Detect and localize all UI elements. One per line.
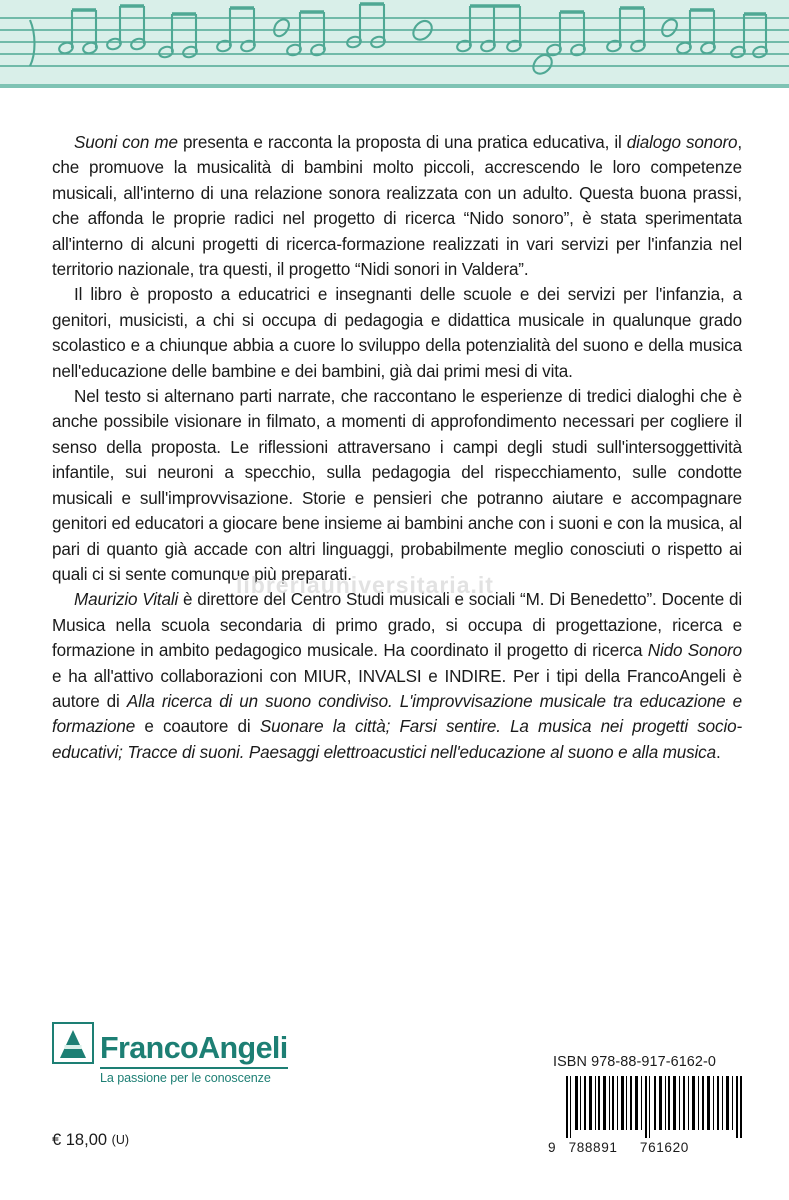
publisher-tagline: La passione per le conoscenze [100,1071,271,1085]
blurb-paragraph-1: Suoni con me presenta e racconta la proposta di una pratica educativa, il dialogo sonoro, che promuove la musicalità di bambini molto piccoli, accrescendo le loro competenze musicali, all'interno di una relazione sonora realizzata con un adulto. Questa buona prassi, che affonda le proprie radici nel progetto di ricerca “Nido sonoro”, è stata sperimentata all'interno di alcuni progetti di ricerca-formazione realizzati in vari servizi per l'infanzia nel territorio nazionale, tra questi, il progetto “Nidi sonori in Valdera”. [52,133,742,280]
author-bio: Maurizio Vitali è direttore del Centro Studi musicali e sociali “M. Di Benedetto”. Docente di Musica nella scuola secondaria di primo grado, si occupa di progettazione, ricerca e formazione in ambito pedagogico musicale. Ha coordinato il progetto di ricerca Nido Sonoro e ha all'attivo collaborazioni con MIUR, INVALSI e INDIRE. Per i tipi della FrancoAngeli è autore di Alla ricerca di un suono condiviso. L'improvvisazione musicale tra educazione e formazione e coautore di Suonare la città; Farsi sentire. La musica nei progetti socio-educativi; Tracce di suoni. Paesaggi elettroacustici nell'educazione al suono e alla musica. [52,590,742,762]
musical-staff-decoration [0,0,789,88]
price-block [52,1131,129,1150]
watermark-text: libreriauniversitaria.it [236,572,494,598]
logo-divider [100,1067,288,1069]
staff-lines-icon [0,0,789,88]
blurb-paragraph-3: Nel testo si alternano parti narrate, che raccontano le esperienze di tredici dialoghi che è anche possibile visionare in filmato, a momenti di approfondimento necessari per cogliere il senso della proposta. Le riflessioni attraversano i campi degli studi sull'intersoggettività infantile, sui neuroni a specchio, sulla pedagogia del rispecchiamento, sulle condotte musicali e sull'improvvisazione. Storie e pensieri che potranno aiutare e accompagnare genitori ed educatori a giocare bene insieme ai bambini anche con i suoni e con la musica, al pari di quanto già accade con altri linguaggi, probabilmente meglio conosciuti o rispetto ai quali ci si sente comunque più preparati. [52,387,742,584]
barcode-group-2: 761620 [639,1140,689,1155]
barcode-icon [566,1076,742,1138]
publisher-logo [52,1022,292,1085]
back-cover-text [52,130,742,765]
isbn-label: ISBN 978-88-917-6162-0 [553,1054,716,1070]
barcode-group-1: 788891 [568,1140,618,1155]
publisher-name: FrancoAngeli [100,1031,288,1065]
price-vat-note: (U) [111,1133,130,1147]
blurb-paragraph-2: Il libro è proposto a educatrici e insegnanti delle scuole e dei servizi per l'infanzia, a genitori, musicisti, a chi si occupa di pedagogia e didattica musicale in qualunque grado scolastico e a chiunque abbia a cuore lo sviluppo della potenzialità del suono e della musica nell'educazione delle bambine e dei bambini, già dai primi mesi di vita. [52,285,742,381]
barcode-digits [548,1140,748,1155]
band-bottom-rule [0,84,789,88]
barcode-lead-digit: 9 [548,1140,557,1155]
isbn-barcode [566,1076,742,1138]
price-amount: € 18,00 [52,1131,108,1149]
francoangeli-mark-icon [52,1022,94,1064]
